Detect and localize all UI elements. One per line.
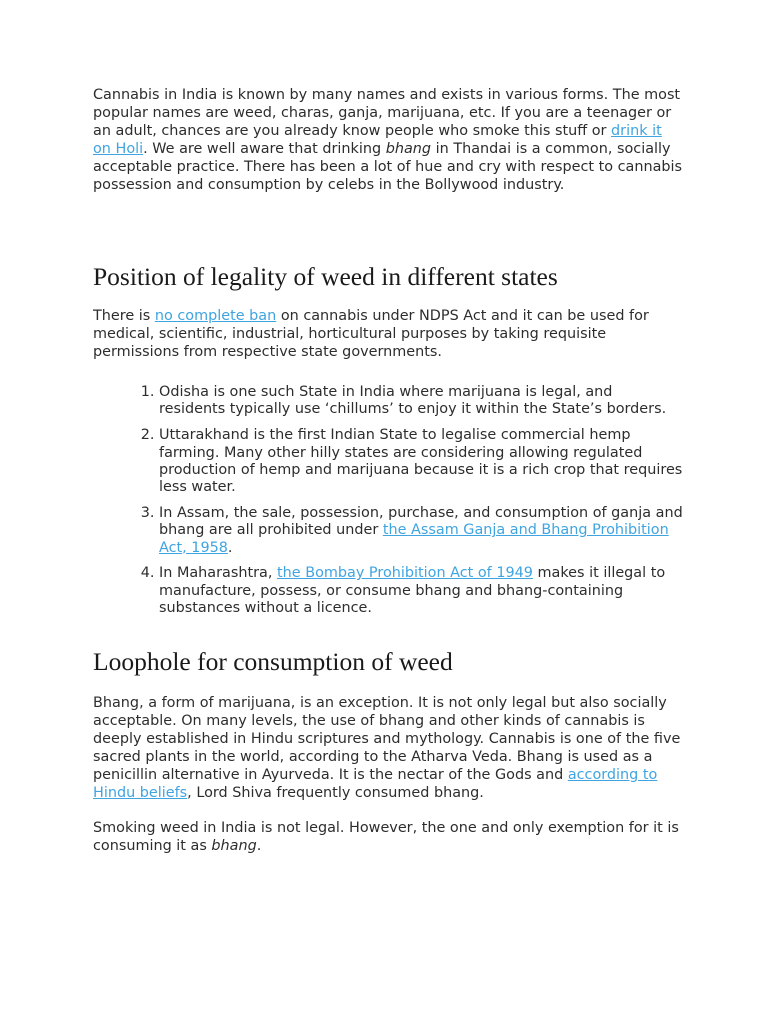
intro-paragraph [93,87,683,194]
intro-bhang-emphasis: bhang [385,140,432,157]
assam-ganja-act-link[interactable]: the Assam Ganja and Bhang Prohibition Act, 1958 [159,522,669,556]
legality-paragraph [93,308,683,362]
legality-text-2: on cannabis under NDPS Act and it can be used for medical, scientific, industrial, horticultural purposes by taking requisite permissions from respective state governments. [93,308,649,361]
legality-text-1: There is [93,308,155,325]
assam-text-1: In Assam, the sale, possession, purchase, and consumption of ganja and bhang are all prohibited under [159,504,683,539]
drink-it-on-holi-link[interactable]: drink it on Holi [93,122,662,157]
maharashtra-text-2: makes it illegal to manufacture, possess, or consume bhang and bhang-containing substances without a licence. [159,565,666,616]
odisha-text: Odisha is one such State in India where marijuana is legal, and residents typically use ‘chillums’ to enjoy it within the State’s borders. [159,384,667,418]
uttarakhand-text: Uttarakhand is the first Indian State to legalise commercial hemp farming. Many other hilly states are considering allowing regulated production of hemp and marijuana because it is a rich crop that requires less water. [159,427,683,496]
bombay-prohibition-act-link[interactable]: the Bombay Prohibition Act of 1949 [277,565,533,582]
legality-heading: Position of legality of weed in different states [93,262,558,292]
article-body [93,87,683,855]
list-item-odisha [159,384,683,419]
loophole-heading: Loophole for consumption of weed [93,647,453,677]
loophole-text-2: , Lord Shiva frequently consumed bhang. [187,784,484,801]
intro-text-1: Cannabis in India is known by many names and exists in various forms. The most popular names are weed, charas, ganja, marijuana, etc. If you are a teenager or an adult, chances are you already know people who smoke this stuff or [93,87,681,139]
exemption-bhang-emphasis: bhang [211,837,257,854]
assam-text-2: . [227,539,233,556]
exemption-text-2: . [256,837,262,854]
loophole-text-1: Bhang, a form of marijuana, is an exception. It is not only legal but also socially acceptable. On many levels, the use of bhang and other kinds of cannabis is deeply established in Hindu scriptures and mythology. Cannabis is one of the five sacred plants in the world, according to the Atharva Veda. Bhang is used as a penicillin alternative in Ayurveda. It is the nectar of the Gods and [93,695,681,783]
maharashtra-text-1: In Maharashtra, [159,565,277,582]
intro-text-2: . We are well aware that drinking [143,140,386,157]
intro-text-3: in Thandai is a common, socially acceptable practice. There has been a lot of hue and cry with respect to cannabis possession and consumption by celebs in the Bollywood industry. [93,140,683,193]
loophole-paragraph-1 [93,695,683,802]
list-item-uttarakhand [159,427,683,496]
list-item-assam [159,505,683,557]
states-list [93,384,683,617]
list-item-maharashtra [159,565,683,617]
hindu-beliefs-link[interactable]: according to Hindu beliefs [93,766,658,801]
exemption-text-1: Smoking weed in India is not legal. However, the one and only exemption for it is consuming it as [93,819,679,854]
loophole-paragraph-2 [93,820,683,856]
no-complete-ban-link[interactable]: no complete ban [154,308,277,325]
